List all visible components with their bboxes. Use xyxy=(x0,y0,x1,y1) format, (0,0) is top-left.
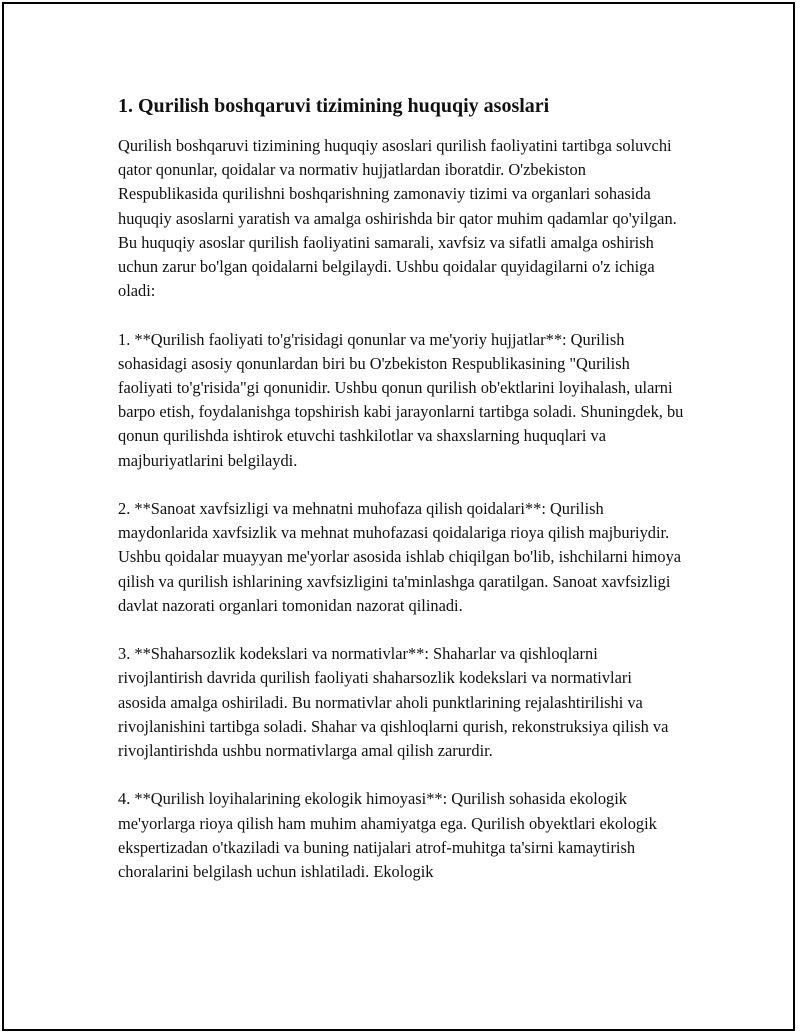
document-content xyxy=(118,93,684,908)
list-item-3-paragraph: 3. **Shaharsozlik kodekslari va normativlar**: Shaharlar va qishloqlarni rivojlantirish davrida qurilish faoliyati shaharsozlik kodekslari va normativlari asosida amalga oshiriladi. Bu normativlar aholi punktlarining rejalashtirilishi va rivojlanishini tartibga soladi. Shahar va qishloqlarni qurish, rekonstruksiya qilish va rivojlantirishda ushbu normativlarga amal qilish zarurdir. xyxy=(118,644,669,761)
document-body xyxy=(118,134,684,884)
intro-paragraph: Qurilish boshqaruvi tizimining huquqiy asoslari qurilish faoliyatini tartibga soluvchi qator qonunlar, qoidalar va normativ hujjatlardan iboratdir. O'zbekiston Respublikasida qurilishni boshqarishning zamonaviy tizimi va organlari sohasida huquqiy asoslarni yaratish va amalga oshirishda bir qator muhim qadamlar qo'yilgan. Bu huquqiy asoslar qurilish faoliyatini samarali, xavfsiz va sifatli amalga oshirish uchun zarur bo'lgan qoidalarni belgilaydi. Ushbu qoidalar quyidagilarni o'z ichiga oladi: xyxy=(118,136,677,301)
list-item-4-paragraph: 4. **Qurilish loyihalarining ekologik himoyasi**: Qurilish sohasida ekologik me'yorlarga rioya qilish ham muhim ahamiyatga ega. Qurilish obyektlari ekologik ekspertizadan o'tkaziladi va buning natijalari atrof-muhitga ta'sirni kamaytirish choralarini belgilash uchun ishlatiladi. Ekologik xyxy=(118,789,657,882)
list-item-1-paragraph: 1. **Qurilish faoliyati to'g'risidagi qonunlar va me'yoriy hujjatlar**: Qurilish sohasidagi asosiy qonunlardan biri bu O'zbekiston Respublikasining "Qurilish faoliyati to'g'risida"gi qonunidir. Ushbu qonun qurilish ob'ektlarini loyihalash, ularni barpo etish, foydalanishga topshirish kabi jarayonlarni tartibga soladi. Shuningdek, bu qonun qurilishda ishtirok etuvchi tashkilotlar va shaxslarning huquqlari va majburiyatlarini belgilaydi. xyxy=(118,329,684,470)
list-item-2-paragraph: 2. **Sanoat xavfsizligi va mehnatni muhofaza qilish qoidalari**: Qurilish maydonlarida xavfsizlik va mehnat muhofazasi qoidalariga rioya qilish majburiydir. Ushbu qoidalar muayyan me'yorlar asosida ishlab chiqilgan bo'lib, ishchilarni himoya qilish va qurilish ishlarining xavfsizligini ta'minlashga qaratilgan. Sanoat xavfsizligi davlat nazorati organlari tomonidan nazorat qilinadi. xyxy=(118,499,682,615)
document-title: 1. Qurilish boshqaruvi tizimining huquqiy asoslari xyxy=(118,95,550,117)
